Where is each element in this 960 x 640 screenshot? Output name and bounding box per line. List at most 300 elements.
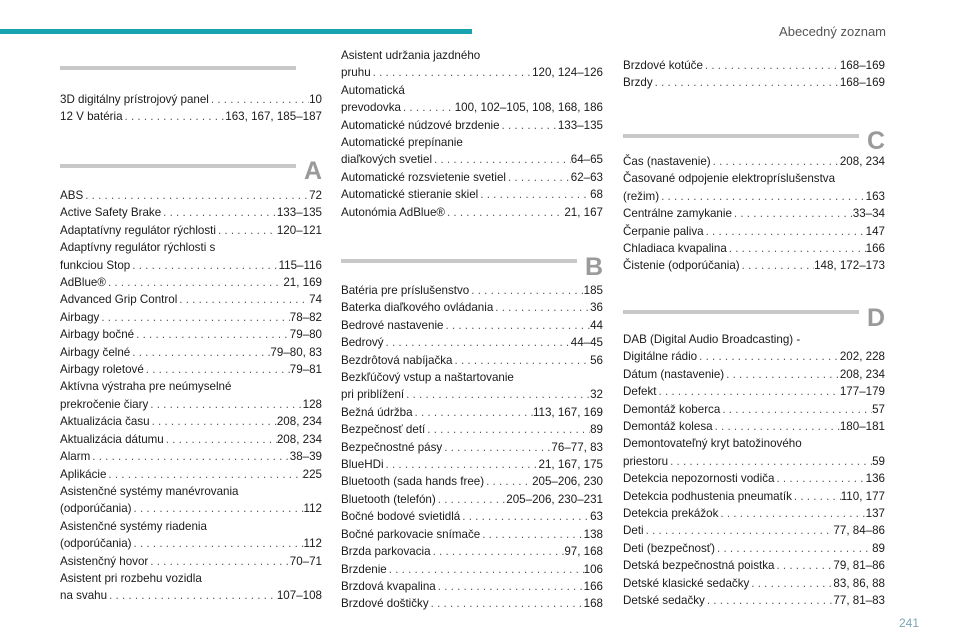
index-entry-term: Deti (bezpečnosť) (623, 541, 715, 555)
index-entry-term: pruhu (341, 66, 371, 80)
index-entry-term: Airbagy (60, 310, 100, 324)
index-entry-line (623, 470, 885, 487)
index-entry-line (623, 488, 885, 505)
dot-leader (493, 299, 590, 316)
index-entry (341, 369, 603, 404)
index-entry-pages: 168–169 (839, 59, 885, 72)
index-entry-term: Čistenie (odporúčania) (623, 259, 740, 273)
dot-leader (83, 187, 309, 204)
index-entry (60, 431, 322, 448)
index-entry (623, 331, 885, 366)
index-entry-line (341, 578, 603, 595)
index-entry (60, 222, 322, 239)
index-entry-line (60, 108, 322, 125)
index-entry-line (60, 344, 322, 361)
index-entry-pages: 79–80, 83 (270, 345, 322, 359)
index-entry-line (623, 153, 885, 170)
index-entry-pages: 64–65 (570, 153, 603, 167)
dot-leader (161, 204, 277, 221)
dot-leader (401, 99, 455, 116)
dot-leader (500, 117, 558, 134)
index-entry-term: Bezpečnosť detí (341, 423, 426, 437)
index-entry (623, 488, 885, 505)
index-entry-line (623, 557, 885, 574)
index-entry-pages: 107–108 (276, 589, 322, 603)
index-entry-line (623, 366, 885, 383)
index-entry-line (623, 348, 885, 365)
index-entry-term: Adaptatívny regulátor rýchlosti (60, 223, 216, 237)
dot-leader (657, 383, 840, 400)
index-entry (341, 543, 603, 560)
index-entry-pages: 168–169 (839, 76, 885, 90)
dot-leader (484, 473, 532, 490)
index-entry (341, 473, 603, 490)
index-entry-heading: Adaptívny regulátor rýchlosti s (60, 241, 216, 255)
index-entry-heading: Asistenčné systémy riadenia (60, 519, 207, 533)
index-entry-term: Batéria pre príslušenstvo (341, 284, 470, 297)
index-entry (60, 108, 322, 125)
index-entry-line (341, 404, 603, 421)
dot-leader (164, 431, 277, 448)
dot-leader (107, 587, 277, 604)
index-group-b-continued (623, 57, 885, 92)
index-entry-line (60, 309, 322, 326)
header-accent-bar (0, 29, 472, 34)
dot-leader (506, 169, 571, 186)
dot-leader (429, 595, 584, 612)
index-entry-line (60, 291, 322, 308)
dot-leader (718, 505, 865, 522)
index-entry-pages: 138 (583, 527, 603, 541)
index-entry-line (623, 223, 885, 240)
index-entry-line (60, 466, 322, 483)
index-entry (623, 418, 885, 435)
index-entry-line (623, 540, 885, 557)
index-entry (341, 117, 603, 134)
index-entry-heading: Bezkľúčový vstup a naštartovanie (341, 371, 514, 385)
dot-leader (148, 396, 302, 413)
section-letter-c: C (866, 127, 885, 155)
index-entry (60, 570, 322, 605)
index-entry-pages: 120–121 (276, 223, 322, 237)
dot-leader (436, 578, 584, 595)
index-entry-pages: 79–81 (289, 363, 322, 377)
index-entry-heading: Automatická (341, 83, 405, 97)
index-entry-term: Bluetooth (sada hands free) (341, 475, 485, 489)
index-entry-line (623, 505, 885, 522)
index-entry-term: 3D digitálny prístrojový panel (60, 93, 209, 106)
index-entry-pages: 225 (302, 467, 322, 481)
index-entry-line (60, 326, 322, 343)
index-entry-line (623, 240, 885, 257)
dot-leader (413, 404, 533, 421)
dot-leader (106, 466, 302, 483)
index-entry-term: BlueHDi (341, 458, 384, 472)
dot-leader (469, 282, 583, 299)
index-entry-line (60, 274, 322, 291)
dot-leader (384, 334, 571, 351)
index-entry-term: Bežná údržba (341, 405, 413, 419)
index-entry-term: Airbagy čelné (60, 345, 131, 359)
index-entry-line (60, 361, 322, 378)
dot-leader (724, 366, 840, 383)
index-entry-term: (režim) (623, 189, 660, 203)
index-entry-heading: Aktívna výstraha pre neúmyselné (60, 380, 232, 394)
index-entry-line (623, 401, 885, 418)
index-entry-pages: 77, 84–86 (833, 524, 885, 538)
dot-leader (150, 413, 277, 430)
index-entry (623, 74, 885, 91)
index-entry (60, 553, 322, 570)
index-entry-line (341, 543, 603, 560)
dot-leader (480, 526, 583, 543)
index-entry-pages: 70–71 (289, 554, 322, 568)
dot-leader (644, 522, 834, 539)
index-entry-pages: 21, 167, 175 (538, 458, 603, 472)
index-entry-term: Demontáž koberca (623, 402, 721, 416)
index-entry-line (623, 188, 885, 205)
dot-leader (90, 448, 289, 465)
index-entry-line (341, 317, 603, 334)
index-entry-pages: 163 (865, 189, 885, 203)
index-entry-term: Detské klasické sedačky (623, 576, 750, 590)
index-entry (623, 522, 885, 539)
dot-leader (705, 592, 834, 609)
section-divider (60, 66, 296, 70)
dot-leader (443, 317, 590, 334)
dot-leader (123, 108, 226, 125)
index-entry (341, 317, 603, 334)
index-entry-line (623, 592, 885, 609)
index-entry (623, 592, 885, 609)
index-entry-term: Digitálne rádio (623, 350, 698, 364)
index-entry-pages: 97, 168 (564, 545, 603, 559)
index-entry (341, 169, 603, 186)
index-entry-term: AdBlue® (60, 276, 106, 290)
index-entry-term: Bezpečnostné pásy (341, 440, 443, 454)
index-entry-pages: 205–206, 230 (532, 475, 603, 489)
index-entry-term: prevodovka (341, 101, 401, 115)
section-title: Abecedný zoznam (779, 24, 886, 39)
index-entry-line (623, 453, 885, 470)
index-entry-term: priestoru (623, 454, 669, 468)
index-entry (341, 186, 603, 203)
page-number: 241 (898, 616, 919, 630)
index-entry (60, 239, 322, 274)
index-entry-line (60, 587, 322, 604)
index-entry-line (341, 299, 603, 316)
index-entry-line (623, 257, 885, 274)
section-divider-a (60, 164, 296, 168)
dot-leader (431, 543, 565, 560)
index-entry-term: Demontáž kolesa (623, 420, 713, 434)
dot-leader (697, 348, 840, 365)
index-entry (60, 483, 322, 518)
index-entry-term: Detekcia prekážok (623, 507, 719, 521)
index-entry-term: funkciou Stop (60, 258, 131, 272)
section-letter-b: B (584, 253, 603, 281)
index-entry (623, 205, 885, 222)
index-entry-pages: 89 (872, 541, 885, 555)
index-entry (623, 401, 885, 418)
index-entry (623, 366, 885, 383)
index-entry-term: Asistenčný hovor (60, 554, 149, 568)
index-entry-term: Active Safety Brake (60, 206, 162, 220)
index-entry-pages: 166 (865, 242, 885, 256)
index-entry-pages: 120, 124–126 (532, 66, 603, 80)
dot-leader (668, 453, 872, 470)
index-entry-heading: Asistent pri rozbehu vozidla (60, 571, 202, 585)
index-entry-term: Baterka diaľkového ovládania (341, 301, 494, 315)
index-entry-pages: 202, 228 (839, 350, 885, 364)
index-entry-term: Brzda parkovacia (341, 545, 431, 559)
index-entry-term: (odporúčania) (60, 502, 132, 516)
index-entry (341, 439, 603, 456)
index-entry-pages: 112 (303, 502, 322, 516)
index-entry-line (60, 187, 322, 204)
index-entry-pages: 44–45 (570, 336, 603, 350)
index-entry-term: Detská bezpečnostná poistka (623, 559, 775, 573)
index-entry (623, 223, 885, 240)
index-entry-heading: Demontovateľný kryt batožinového (623, 437, 802, 451)
dot-leader (130, 257, 278, 274)
index-entry-line (341, 64, 603, 81)
dot-leader (711, 153, 840, 170)
index-entry-term: Automatické núdzové brzdenie (341, 118, 500, 132)
index-entry (341, 352, 603, 369)
index-entry-term: Bočné bodové svietidlá (341, 510, 461, 524)
index-entry (623, 257, 885, 274)
index-entry (623, 435, 885, 470)
index-entry-pages: 74 (309, 293, 322, 307)
dot-leader (713, 418, 840, 435)
index-entry-line (623, 205, 885, 222)
index-entry (341, 204, 603, 221)
index-entry-line (60, 553, 322, 570)
index-entry (341, 421, 603, 438)
index-entry-pages: 112 (303, 537, 322, 551)
index-group-c (623, 153, 885, 275)
index-entry (60, 378, 322, 413)
index-entry-pages: 208, 234 (276, 432, 322, 446)
index-entry-line (623, 74, 885, 91)
index-entry-line (341, 491, 603, 508)
index-entry-term: Bočné parkovacie snímače (341, 527, 481, 541)
index-group-d (623, 331, 885, 610)
dot-leader (704, 223, 866, 240)
section-letter-d: D (866, 304, 885, 332)
dot-leader (404, 386, 590, 403)
index-entry (623, 170, 885, 205)
index-entry-line (341, 386, 603, 403)
dot-leader (106, 274, 283, 291)
index-entry-line (60, 413, 322, 430)
dot-leader (653, 74, 840, 91)
index-entry (623, 240, 885, 257)
index-entry-term: na svahu (60, 589, 108, 603)
dot-leader (436, 491, 507, 508)
dot-leader (209, 91, 309, 108)
dot-leader (99, 309, 289, 326)
index-entry-line (60, 204, 322, 221)
index-entry-pages: 59 (872, 454, 885, 468)
index-entry-pages: 137 (865, 507, 885, 521)
index-entry-pages: 83, 86, 88 (833, 576, 885, 590)
index-entry-pages: 44 (590, 318, 603, 332)
index-entry-pages: 21, 169 (283, 276, 322, 290)
index-entry (60, 326, 322, 343)
index-entry-pages: 10 (309, 93, 322, 106)
index-entry (60, 413, 322, 430)
index-entry-line (341, 526, 603, 543)
section-divider-c (623, 134, 859, 138)
index-entry-pages: 77, 81–83 (833, 594, 885, 608)
index-entry (341, 82, 603, 117)
dot-leader (132, 500, 304, 517)
index-entry-line (60, 257, 322, 274)
index-entry (341, 134, 603, 169)
index-entry-term: Automatické rozsvietenie svetiel (341, 170, 506, 184)
index-entry (60, 361, 322, 378)
dot-leader (132, 535, 304, 552)
index-entry-pages: 79–80 (289, 328, 322, 342)
index-entry-line (60, 431, 322, 448)
index-entry-line (341, 439, 603, 456)
dot-leader (732, 205, 853, 222)
dot-leader (703, 57, 840, 74)
index-entry-pages: 177–179 (839, 385, 885, 399)
index-entry-line (341, 99, 603, 116)
index-entry (623, 383, 885, 400)
index-entry-line (623, 575, 885, 592)
dot-leader (740, 257, 814, 274)
index-entry-term: Bedrový (341, 336, 384, 350)
index-entry-term: Autonómia AdBlue® (341, 205, 445, 219)
index-entry-heading: Časované odpojenie elektropríslušenstva (623, 172, 836, 186)
index-entry-pages: 57 (872, 402, 885, 416)
dot-leader (216, 222, 277, 239)
index-entry-term: Brzdenie (341, 562, 387, 576)
index-entry-pages: 180–181 (839, 420, 885, 434)
index-entry (60, 91, 322, 108)
index-entry (60, 448, 322, 465)
index-entry-pages: 208, 234 (839, 367, 885, 381)
index-entry-pages: 21, 167 (564, 205, 603, 219)
index-entry (623, 470, 885, 487)
index-entry-pages: 147 (865, 224, 885, 238)
index-entry-term: Detské sedačky (623, 594, 705, 608)
index-entry-pages: 106 (583, 562, 603, 576)
index-entry-term: Aktualizácia dátumu (60, 432, 164, 446)
index-entry-pages: 113, 167, 169 (532, 405, 603, 419)
index-entry-line (623, 383, 885, 400)
dot-leader (177, 291, 309, 308)
index-entry-pages: 36 (590, 301, 603, 315)
index-entry (60, 344, 322, 361)
dot-leader (774, 470, 865, 487)
index-entry (341, 526, 603, 543)
index-entry (341, 404, 603, 421)
index-entry (341, 595, 603, 612)
section-letter-a: A (303, 157, 322, 185)
index-entry (623, 153, 885, 170)
index-entry-pages: 110, 177 (840, 489, 885, 503)
dot-leader (749, 575, 833, 592)
index-entry (60, 466, 322, 483)
index-entry-pages: 33–34 (852, 207, 885, 221)
index-entry-term: Aplikácie (60, 467, 107, 481)
index-entry-term: Alarm (60, 450, 91, 464)
index-entry-pages: 133–135 (276, 206, 322, 220)
index-entry (623, 575, 885, 592)
index-entry-line (60, 222, 322, 239)
dot-leader (720, 401, 872, 418)
index-entry-line (60, 535, 322, 552)
dot-leader (659, 188, 866, 205)
dot-leader (792, 488, 841, 505)
index-group-numbers (60, 91, 322, 126)
index-entry-pages: 56 (590, 353, 603, 367)
index-entry-pages: 136 (865, 472, 885, 486)
index-entry-pages: 72 (309, 189, 322, 202)
index-entry-line (341, 456, 603, 473)
index-entry-term: diaľkových svetiel (341, 153, 433, 167)
index-entry-pages: 78–82 (289, 310, 322, 324)
index-entry-line (341, 282, 603, 299)
index-entry-line (623, 418, 885, 435)
index-entry-term: Brzdové kotúče (623, 59, 703, 72)
index-entry-pages: 63 (590, 510, 603, 524)
index-entry-line (60, 448, 322, 465)
index-entry (341, 334, 603, 351)
index-entry-term: (odporúčania) (60, 537, 132, 551)
index-entry (341, 491, 603, 508)
index-entry-term: Bluetooth (telefón) (341, 492, 436, 506)
index-entry-line (341, 151, 603, 168)
index-entry-term: Brzdové doštičky (341, 597, 429, 611)
dot-leader (453, 352, 591, 369)
index-entry-line (623, 522, 885, 539)
section-divider-b (341, 259, 577, 263)
index-entry-pages: 148, 172–173 (814, 259, 885, 273)
index-entry-pages: 115–116 (278, 258, 322, 272)
index-entry-heading: Asistenčné systémy manévrovania (60, 484, 239, 498)
dot-leader (371, 64, 532, 81)
index-entry (341, 299, 603, 316)
section-divider-d (623, 310, 859, 314)
index-entry (341, 282, 603, 299)
index-entry-pages: 128 (302, 397, 322, 411)
index-entry-line (341, 473, 603, 490)
index-group-a (60, 187, 322, 605)
index-entry-pages: 38–39 (289, 450, 322, 464)
dot-leader (727, 240, 866, 257)
index-entry (341, 456, 603, 473)
index-entry-term: Deti (623, 524, 644, 538)
index-entry (60, 518, 322, 553)
index-entry-term: Brzdová kvapalina (341, 579, 436, 593)
index-entry-term: Advanced Grip Control (60, 293, 178, 307)
index-entry-line (341, 421, 603, 438)
index-entry-term: Dátum (nastavenie) (623, 367, 725, 381)
index-entry-line (341, 117, 603, 134)
index-entry (60, 309, 322, 326)
index-entry-pages: 79, 81–86 (833, 559, 885, 573)
index-entry-pages: 163, 167, 185–187 (225, 110, 322, 124)
index-entry-term: ABS (60, 189, 84, 202)
index-entry-term: 12 V batéria (60, 110, 123, 124)
index-entry-term: prekročenie čiary (60, 397, 149, 411)
